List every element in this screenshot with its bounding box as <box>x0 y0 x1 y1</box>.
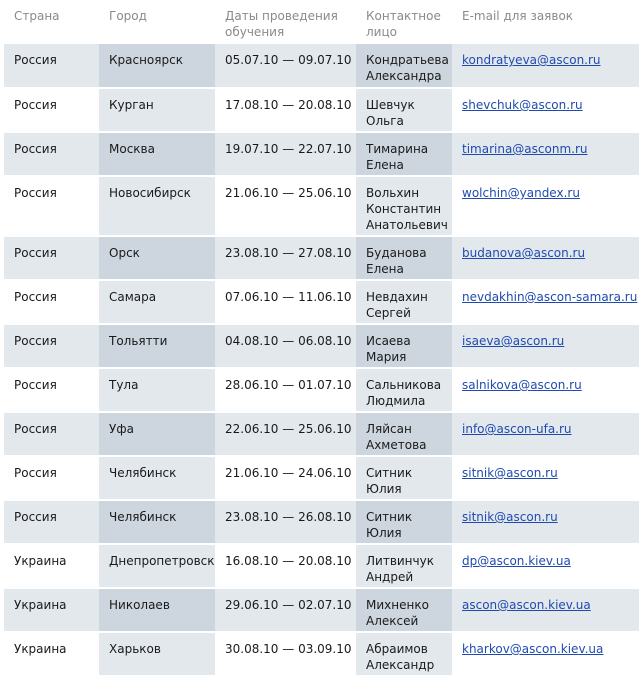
email-cell <box>452 544 639 588</box>
country-cell: Россия <box>4 236 99 280</box>
country-cell: Украина <box>4 632 99 676</box>
city-cell: Челябинск <box>99 456 215 500</box>
country-cell: Россия <box>4 176 99 236</box>
column-header-email: E-mail для заявок <box>462 9 574 23</box>
table-row <box>4 500 639 544</box>
country-cell: Украина <box>4 588 99 632</box>
table-row <box>4 236 639 280</box>
city-cell: Курган <box>99 88 215 132</box>
email-link[interactable]: sitnik@ascon.ru <box>462 510 558 524</box>
table-row <box>4 132 639 176</box>
table-row <box>4 324 639 368</box>
city-cell: Тула <box>99 368 215 412</box>
city-cell: Красноярск <box>99 44 215 88</box>
contact-cell: Литвинчук Андрей <box>356 544 452 588</box>
city-cell: Самара <box>99 280 215 324</box>
email-cell <box>452 588 639 632</box>
email-cell <box>452 632 639 676</box>
contact-cell: Абраимов Александр <box>356 632 452 676</box>
dates-cell: 17.08.10 — 20.08.10 <box>215 88 356 132</box>
table-row <box>4 280 639 324</box>
email-link[interactable]: budanova@ascon.ru <box>462 246 586 260</box>
email-link[interactable]: sitnik@ascon.ru <box>462 466 558 480</box>
contact-cell: Ситник Юлия <box>356 456 452 500</box>
contact-cell: Ситник Юлия <box>356 500 452 544</box>
city-cell: Челябинск <box>99 500 215 544</box>
email-cell <box>452 88 639 132</box>
contact-cell: Сальникова Людмила <box>356 368 452 412</box>
country-cell: Россия <box>4 412 99 456</box>
email-link[interactable]: info@ascon-ufa.ru <box>462 422 572 436</box>
email-cell <box>452 324 639 368</box>
dates-cell: 29.06.10 — 02.07.10 <box>215 588 356 632</box>
dates-cell: 16.08.10 — 20.08.10 <box>215 544 356 588</box>
dates-cell: 23.08.10 — 26.08.10 <box>215 500 356 544</box>
dates-cell: 05.07.10 — 09.07.10 <box>215 44 356 88</box>
training-schedule-table <box>4 0 639 677</box>
email-link[interactable]: nevdakhin@ascon-samara.ru <box>462 290 638 304</box>
contact-cell: Шевчук Ольга <box>356 88 452 132</box>
country-cell: Россия <box>4 88 99 132</box>
dates-cell: 21.06.10 — 25.06.10 <box>215 176 356 236</box>
contact-cell: Исаева Мария <box>356 324 452 368</box>
email-cell <box>452 44 639 88</box>
email-cell <box>452 236 639 280</box>
table-row <box>4 456 639 500</box>
country-cell: Россия <box>4 368 99 412</box>
country-cell: Россия <box>4 280 99 324</box>
city-cell: Орск <box>99 236 215 280</box>
contact-cell: Невдахин Сергей <box>356 280 452 324</box>
email-link[interactable]: salnikova@ascon.ru <box>462 378 582 392</box>
header-row <box>4 0 639 44</box>
table-row <box>4 412 639 456</box>
email-link[interactable]: wolchin@yandex.ru <box>462 186 580 200</box>
table-row <box>4 368 639 412</box>
contact-cell: Ляйсан Ахметова <box>356 412 452 456</box>
city-cell: Тольятти <box>99 324 215 368</box>
city-cell: Харьков <box>99 632 215 676</box>
country-cell: Россия <box>4 44 99 88</box>
city-cell: Днепропетровск <box>99 544 215 588</box>
city-cell: Москва <box>99 132 215 176</box>
column-header-dates: Даты проведения обучения <box>225 9 338 39</box>
email-link[interactable]: ascon@ascon.kiev.ua <box>462 598 591 612</box>
country-cell: Россия <box>4 324 99 368</box>
email-cell <box>452 132 639 176</box>
table-row <box>4 632 639 676</box>
contact-cell: Вольхин Константин Анатольевич <box>356 176 452 236</box>
city-cell: Уфа <box>99 412 215 456</box>
email-cell <box>452 280 639 324</box>
country-cell: Россия <box>4 132 99 176</box>
column-header-city: Город <box>109 9 147 23</box>
table-row <box>4 176 639 236</box>
country-cell: Украина <box>4 544 99 588</box>
dates-cell: 22.06.10 — 25.06.10 <box>215 412 356 456</box>
country-cell: Россия <box>4 500 99 544</box>
table-row <box>4 588 639 632</box>
email-link[interactable]: kondratyeva@ascon.ru <box>462 53 601 67</box>
email-link[interactable]: isaeva@ascon.ru <box>462 334 565 348</box>
city-cell: Новосибирск <box>99 176 215 236</box>
email-cell <box>452 368 639 412</box>
dates-cell: 04.08.10 — 06.08.10 <box>215 324 356 368</box>
table-row <box>4 44 639 88</box>
table-row <box>4 544 639 588</box>
email-cell <box>452 412 639 456</box>
email-link[interactable]: kharkov@ascon.kiev.ua <box>462 642 604 656</box>
email-cell <box>452 176 639 236</box>
dates-cell: 19.07.10 — 22.07.10 <box>215 132 356 176</box>
email-link[interactable]: dp@ascon.kiev.ua <box>462 554 571 568</box>
column-header-country: Страна <box>14 9 60 23</box>
email-link[interactable]: shevchuk@ascon.ru <box>462 98 583 112</box>
contact-cell: Михненко Алексей <box>356 588 452 632</box>
contact-cell: Тимарина Елена <box>356 132 452 176</box>
email-cell <box>452 456 639 500</box>
contact-cell: Кондратьева Александра <box>356 44 452 88</box>
email-link[interactable]: timarina@asconm.ru <box>462 142 588 156</box>
column-header-contact: Контактное лицо <box>366 9 441 39</box>
dates-cell: 23.08.10 — 27.08.10 <box>215 236 356 280</box>
country-cell: Россия <box>4 456 99 500</box>
city-cell: Николаев <box>99 588 215 632</box>
dates-cell: 21.06.10 — 24.06.10 <box>215 456 356 500</box>
dates-cell: 07.06.10 — 11.06.10 <box>215 280 356 324</box>
dates-cell: 28.06.10 — 01.07.10 <box>215 368 356 412</box>
contact-cell: Буданова Елена <box>356 236 452 280</box>
table-row <box>4 88 639 132</box>
dates-cell: 30.08.10 — 03.09.10 <box>215 632 356 676</box>
email-cell <box>452 500 639 544</box>
